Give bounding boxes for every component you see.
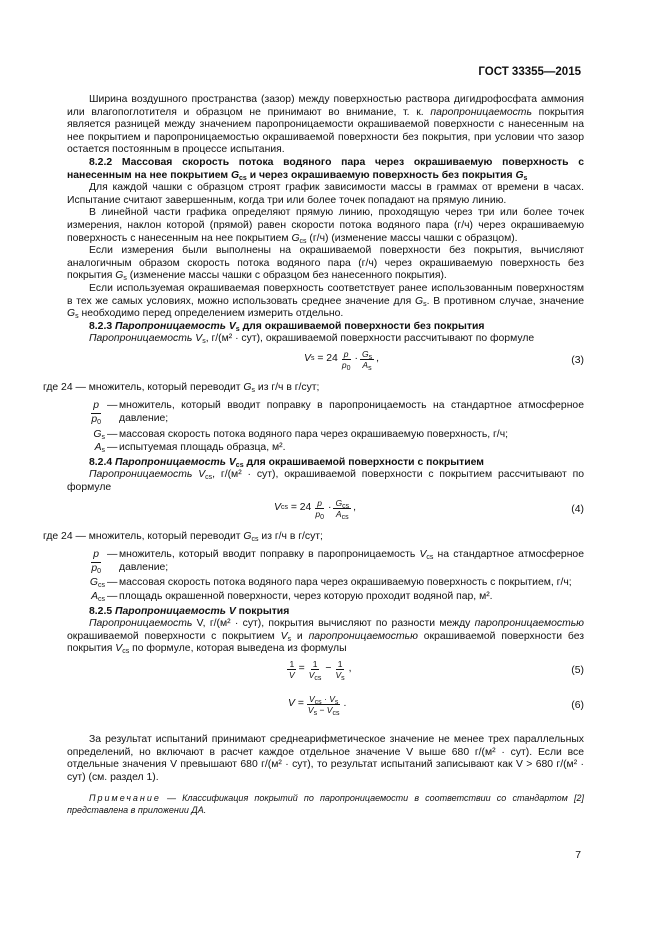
section-heading-8-2-5: 8.2.5 Паропроницаемость V покрытия	[89, 605, 290, 617]
formula-6: V = $\frac{V_{cs} \cdot V_s}{V_s - V_{cs}}$ . (6)	[288, 693, 584, 717]
paragraph: Ширина воздушного пространства (зазор) между поверхностью раствора дигидрофосфата аммония или влагопоглотителя и образцом не принимают во внимание, т. к. паропроницаемость покрытия является разницей между значением паропроницаемости окрашиваемой поверхности с нанесенным на нее покрытием и паропроницаемостью окрашиваемой поверхности без покрытия, при условии что зазор остается постоянным в процессе испытания.	[67, 94, 584, 156]
section-heading-8-2-2: 8.2.2 Массовая скорость потока водяного пара через окрашиваемую поверхность с нанесенным на нее покрытием $G_{cs}$ и через окрашиваемую поверхность без покрытия $G_s$	[67, 156, 584, 182]
definition-As: $A_s$ — испытуемая площадь образца, м².	[94, 442, 286, 455]
formula-4: V cs = 24 $\frac{p}{p_0}$ · $\frac{G_{cs}}{A_{cs}}$ , (4)	[274, 497, 584, 521]
definition-p-cs: $\frac{p}{p_0}$ — множитель, который вводит поправку в паропроницаемость $V_{cs}$ на стандартное атмосферное давление;	[91, 549, 584, 575]
paragraph: В линейной части графика определяют прямую линию, проходящую через три или более точек измерения, наклон которой (прямой) равен скорости потока водяного пара (г/ч) через окрашиваемую поверхность с нанесенным на нее покрытием $G_{cs}$ (г/ч) (изменение массы чашки с образцом).	[67, 207, 584, 245]
page-number: 7	[575, 850, 581, 861]
definition-Acs: $A_{cs}$ — площадь окрашенной поверхности, через которую проходит водяной пар, м².	[91, 591, 493, 603]
section-heading-8-2-4: 8.2.4 Паропроницаемость $V_{cs}$ для окрашиваемой поверхности с покрытием	[89, 456, 484, 469]
section-heading-8-2-3: 8.2.3 Паропроницаемость $V_s$ для окрашиваемой поверхности без покрытия	[89, 320, 485, 333]
formula-3: V s = 24 $\frac{p}{p_0}$ · $\frac{G_s}{A_s}$ , (3)	[304, 348, 584, 372]
page-content	[43, 94, 585, 816]
where-line: где 24 — множитель, который переводит $G_{cs}$ из г/ч в г/сут;	[43, 530, 323, 543]
definition-p: $\frac{p}{p_0}$ — множитель, который вводит поправку в паропроницаемость на стандартное атмосферное давление;	[91, 400, 584, 427]
definition-Gs: $G_s$ — массовая скорость потока водяного пара через окрашиваемую поверхность, г/ч;	[93, 428, 508, 441]
paragraph: Для каждой чашки с образцом строят график зависимости массы в граммах от времени в часах. Испытание считают завершенным, когда три или более точек попадают на прямую линию.	[67, 182, 584, 206]
paragraph: Паропроницаемость $V_s$, г/(м² · сут), окрашиваемой поверхности рассчитывают по формуле	[89, 333, 535, 346]
where-line: где 24 — множитель, который переводит $G_s$ из г/ч в г/сут;	[43, 381, 320, 394]
paragraph: Паропроницаемость V, г/(м² · сут), покрытия вычисляют по разности между паропроницаемостью окрашиваемой поверхности с покрытием $V_s$ и паропроницаемостью окрашиваемой поверхности без покрытия $V_{cs}$ по формуле, которая выведена из формулы	[67, 618, 585, 656]
paragraph: Паропроницаемость $V_{cs}$, г/(м² · сут), окрашиваемой поверхности с покрытием рассчитывают по формуле	[67, 469, 585, 494]
formula-5: $\frac{1}{V}$ = $\frac{1}{V_{cs}}$ − $\frac{1}{V_s}$ , (5)	[289, 658, 584, 682]
definition-Gcs: $G_{cs}$ — массовая скорость потока водяного пара через окрашиваемую поверхность с покрытием, г/ч;	[89, 577, 572, 590]
paragraph: Если используемая окрашиваемая поверхность соответствует ранее использованным поверхностям в тех же самых условиях, можно использовать среднее значение для $G_s$. В противном случае, значение $G_s$ необходимо перед определением измерить отдельно.	[67, 282, 584, 321]
note: Примечание — Классификация покрытий по паропроницаемости в соответствии со стандартом [2] представлена в приложении ДА.	[67, 793, 584, 815]
paragraph: Если измерения были выполнены на окрашиваемой поверхности без покрытия, вычисляют аналогичным образом скорость потока водяного пара (г/ч) через окрашиваемую поверхность без покрытия $G_s$ (изменение массы чашки с образцом без нанесенного покрытия).	[67, 245, 584, 283]
paragraph: За результат испытаний принимают среднеарифметическое значение не менее трех параллельных определений, но включают в расчет каждое отдельное значение V выше 680 г/(м² · сут). Если все отдельные значения V превышают 680 г/(м² · сут), то результат испытаний записывают как V > 680 г/(м² · сут) (см. раздел 1).	[67, 733, 584, 783]
doc-header: ГОСТ 33355—2015	[478, 66, 581, 78]
